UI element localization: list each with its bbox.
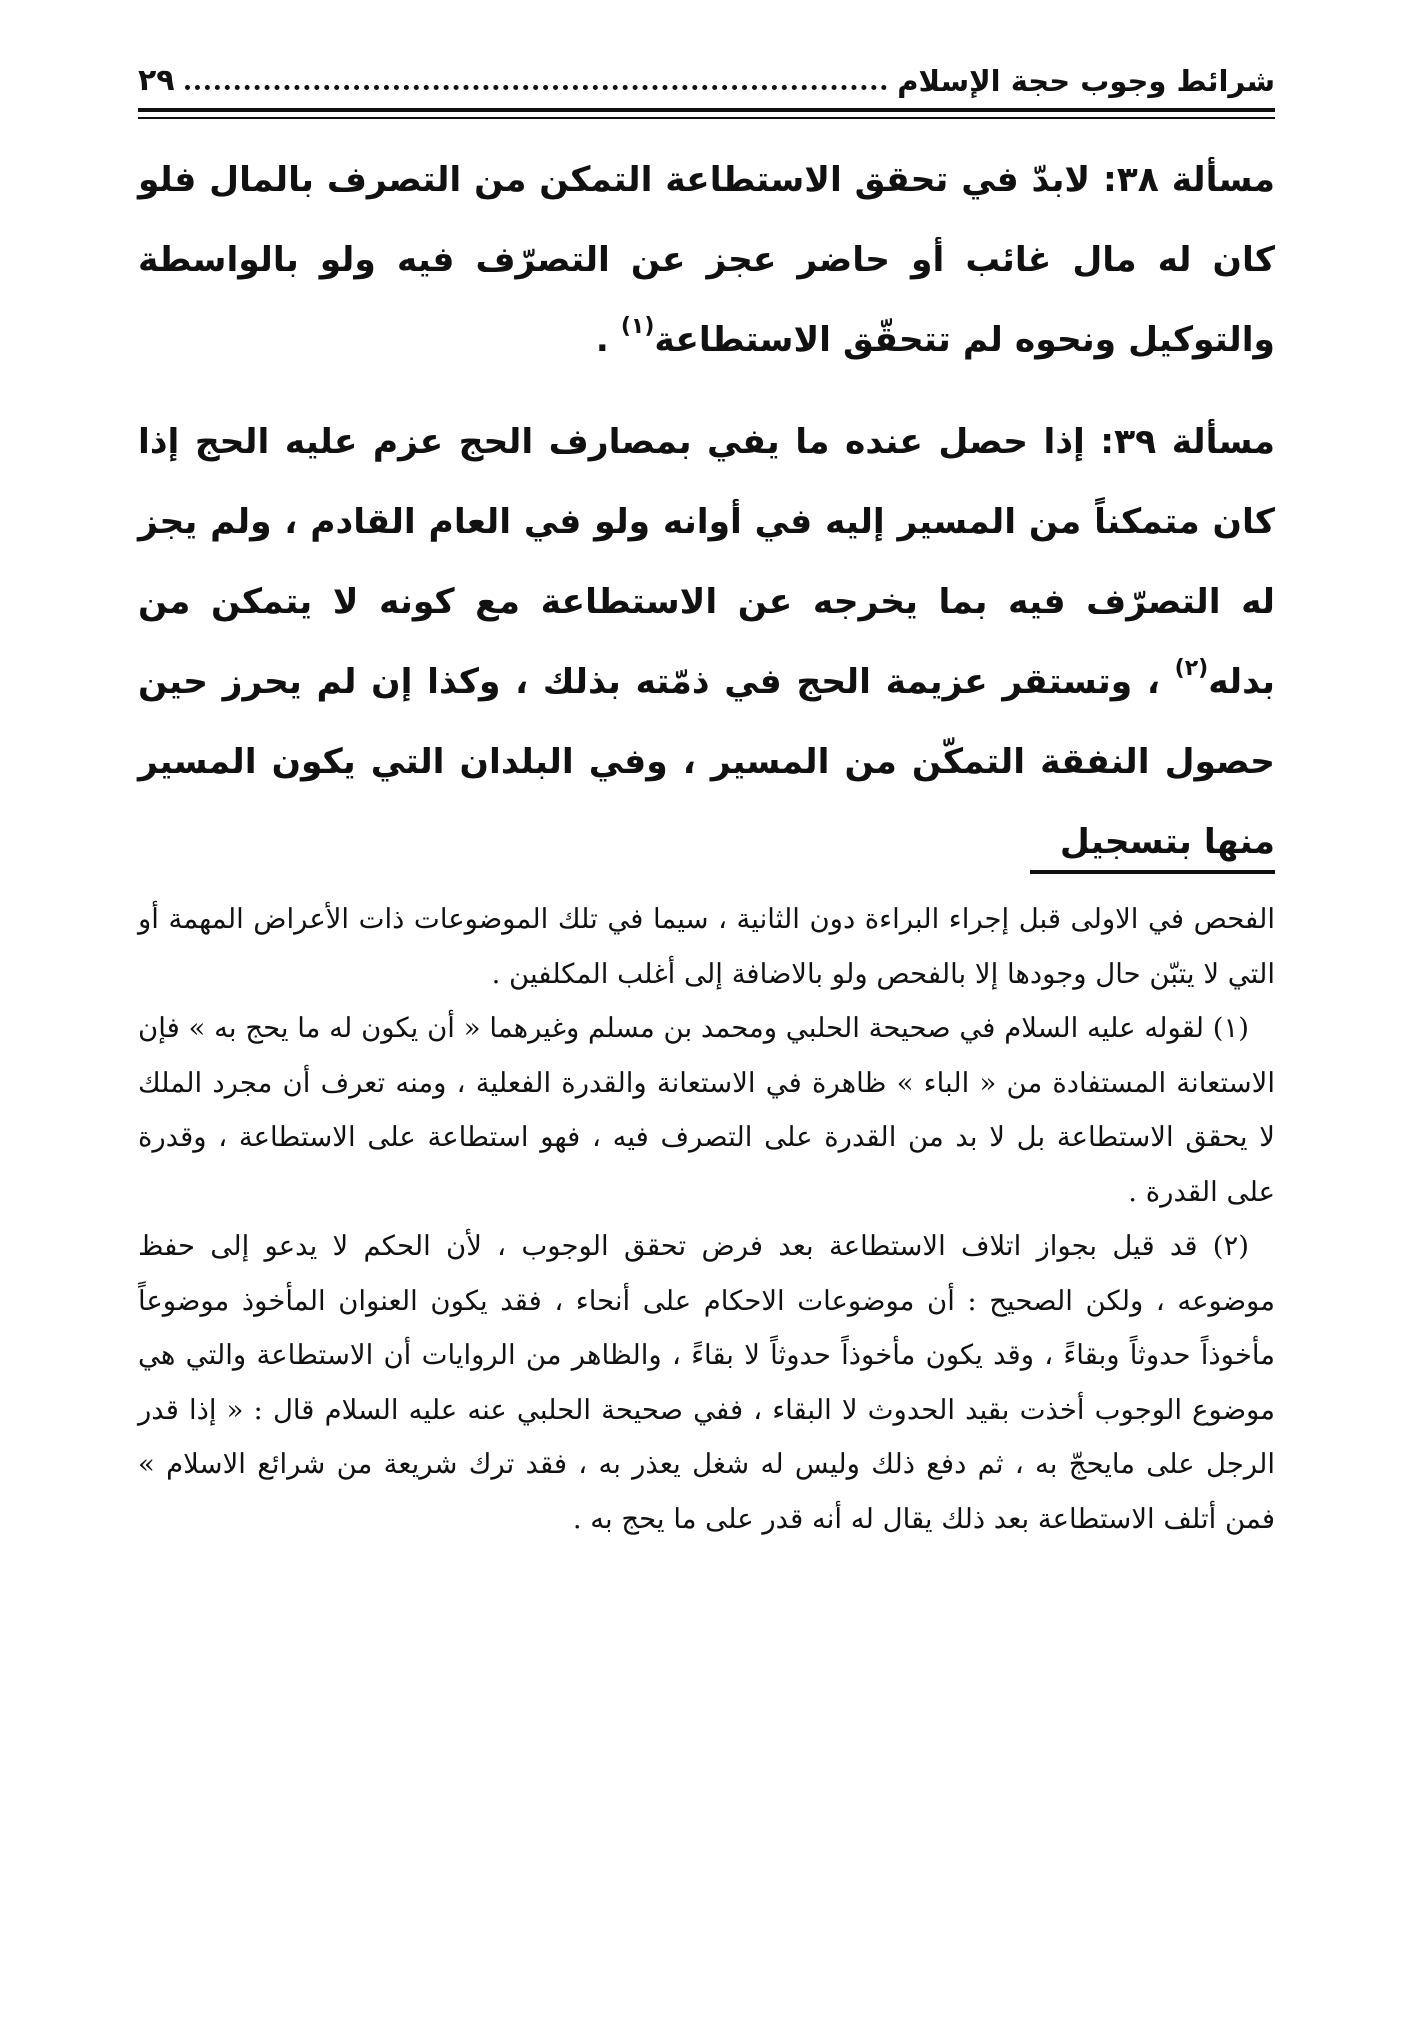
page-number: ٢٩ <box>138 63 175 98</box>
paragraph-39-text-a: مسألة ٣٩: إذا حصل عنده ما يفي بمصارف الحج عزم عليه الحج إذا كان متمكناً من المسير إليه في أوانه ولو في العام القادم ، ولم يجز له التصرّف فيه بما يخرجه عن الاستطاعة مع كونه لا يتمكن من بدله <box>138 422 1275 702</box>
paragraph-38 <box>138 140 1275 380</box>
footnote-1: (١) لقوله عليه السلام في صحيحة الحلبي ومحمد بن مسلم وغيرهما « أن يكون له ما يحج به » فإن الاستعانة المستفادة من « الباء » ظاهرة في الاستعانة والقدرة الفعلية ، ومنه تعرف أن مجرد الملك لا يحقق الاستطاعة بل لا بد من القدرة على التصرف فيه ، فهو استطاعة على الاستطاعة ، وقدرة على القدرة . <box>138 1012 1275 1208</box>
footnote-separator <box>1030 870 1275 874</box>
footnotes <box>138 892 1275 1546</box>
running-title: شرائط وجوب حجة الإسلام <box>897 64 1275 98</box>
footnote-ref-1: (١) <box>620 314 655 339</box>
paragraph-38-text: مسألة ٣٨: لابدّ في تحقق الاستطاعة التمكن من التصرف بالمال فلو كان له مال غائب أو حاضر عجز عن التصرّف فيه ولو بالواسطة والتوكيل ونحوه لم تتحقّق الاستطاعة <box>138 160 1276 360</box>
running-header <box>138 40 1275 96</box>
header-rule <box>138 108 1275 119</box>
main-text <box>138 140 1275 904</box>
paragraph-39-text-b: ، وتستقر عزيمة الحج في ذمّته بذلك ، وكذا إن لم يحرز حين حصول النفقة التمكّن من المسير ، وفي البلدان التي يكون المسير منها بتسجيل <box>138 662 1275 862</box>
footnote-continuation: الفحص في الاولى قبل إجراء البراءة دون الثانية ، سيما في تلك الموضوعات ذات الأعراض المهمة أو التي لا يتبّن حال وجودها إلا بالفحص ولو بالاضافة إلى أغلب المكلفين . <box>138 903 1275 990</box>
paragraph-39 <box>138 402 1275 882</box>
leader-dots <box>185 85 888 90</box>
paragraph-38-end: . <box>595 320 621 360</box>
footnote-ref-2: (٢) <box>1174 656 1209 681</box>
footnote-2: (٢) قد قيل بجواز اتلاف الاستطاعة بعد فرض تحقق الوجوب ، لأن الحكم لا يدعو إلى حفظ موضوعه ، ولكن الصحيح : أن موضوعات الاحكام على أنحاء ، فقد يكون العنوان المأخوذ موضوعاً مأخوذاً حدوثاً وبقاءً ، وقد يكون مأخوذاً حدوثاً لا بقاءً ، والظاهر من الروايات أن الاستطاعة والتي هي موضوع الوجوب أخذت بقيد الحدوث لا البقاء ، ففي صحيحة الحلبي عنه عليه السلام قال : « إذا قدر الرجل على مايحجّ به ، ثم دفع ذلك وليس له شغل يعذر به ، فقد ترك شريعة من شرائع الاسلام » فمن أتلف الاستطاعة بعد ذلك يقال له أنه قدر على ما يحج به . <box>138 1230 1275 1535</box>
